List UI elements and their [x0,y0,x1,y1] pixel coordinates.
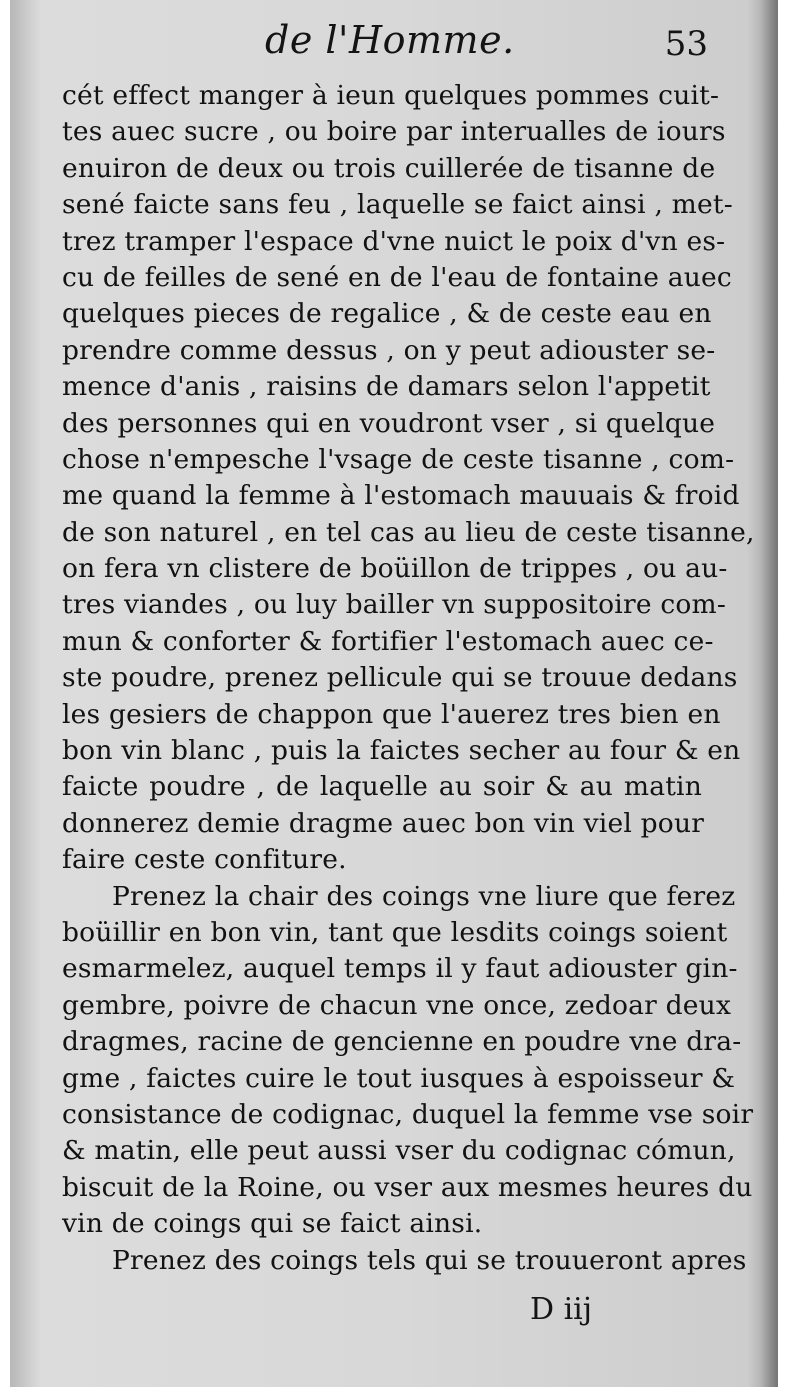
text-line: cét effect manger à ieun quelques pommes cuit- [62,80,720,111]
text-line: de son naturel , en tel cas au lieu de ceste tisanne, [62,516,755,548]
text-line: faire ceste confiture. [62,844,347,876]
text-line: consistance de codignac, duquel la femme vse soir [62,1098,754,1130]
book-page [10,0,778,1387]
text-line: dragmes, racine de gencienne en poudre vne dra- [62,1026,742,1058]
text-line: biscuit de la Roine, ou vser aux mesmes heures du [62,1171,753,1203]
text-line: me quand la femme à l'estomach mauuais & froid [62,480,740,512]
text-line: faicte poudre , de laquelle au soir & au matin [62,771,702,803]
text-line: gembre, poivre de chacun vne once, zedoar deux [62,989,732,1021]
text-line: boüillir en bon vin, tant que lesdits coings soient [62,916,728,948]
text-line: esmarmelez, auquel temps il y faut adiouster gin- [62,953,738,985]
page-edge-shadow [760,0,778,1387]
text-line: trez tramper l'espace d'vne nuict le poix d'vn es- [62,225,726,257]
page-header [10,18,778,78]
text-line: mun & conforter & fortifier l'estomach auec ce- [62,625,714,657]
text-line: mence d'anis , raisins de damars selon l'appetit [62,371,711,403]
text-line: vin de coings qui se faict ainsi. [62,1208,483,1240]
text-line: quelques pieces de regalice , & de ceste eau en [62,298,712,330]
body-text [62,78,755,1279]
text-line: des personnes qui en voudront vser , si quelque [62,407,716,439]
text-line: prendre comme dessus , on y peut adiouster se- [62,334,716,366]
text-line: chose n'empesche l'vsage de ceste tisanne , com- [62,443,735,475]
page-number: 53 [664,24,708,64]
text-line: tes auec sucre , ou boire par interualles de iours [62,116,726,148]
text-line: les gesiers de chappon que l'auerez tres bien en [62,698,721,730]
text-line: on fera vn clistere de boüillon de trippes , ou au- [62,553,728,585]
text-line: donnerez demie dragme auec bon vin viel pour [62,807,705,839]
text-line: Prenez des coings tels qui se trouueront apres [112,1244,747,1276]
text-line: tres viandes , ou luy bailler vn suppositoire com- [62,589,727,621]
text-line: enuiron de deux ou trois cuillerée de tisanne de [62,152,716,184]
text-line: gme , faictes cuire le tout iusques à espoisseur & [62,1062,736,1094]
text-line: & matin, elle peut aussi vser du codignac cómun, [62,1135,736,1167]
text-line: Prenez la chair des coings vne liure que ferez [112,880,736,912]
page-footer [10,1290,778,1340]
paragraph-1 [62,78,755,879]
text-line: bon vin blanc , puis la faictes secher au four & en [62,735,741,767]
paragraph-3 [62,1243,747,1279]
running-title: de l'Homme. [265,18,515,62]
paragraph-2 [62,879,754,1243]
text-line: sené faicte sans feu , laquelle se faict ainsi , met- [62,189,733,221]
text-line: cu de feilles de sené en de l'eau de fontaine auec [62,261,732,293]
text-line: ste poudre, prenez pellicule qui se trouue dedans [62,662,738,694]
signature-mark: D iij [530,1292,593,1327]
